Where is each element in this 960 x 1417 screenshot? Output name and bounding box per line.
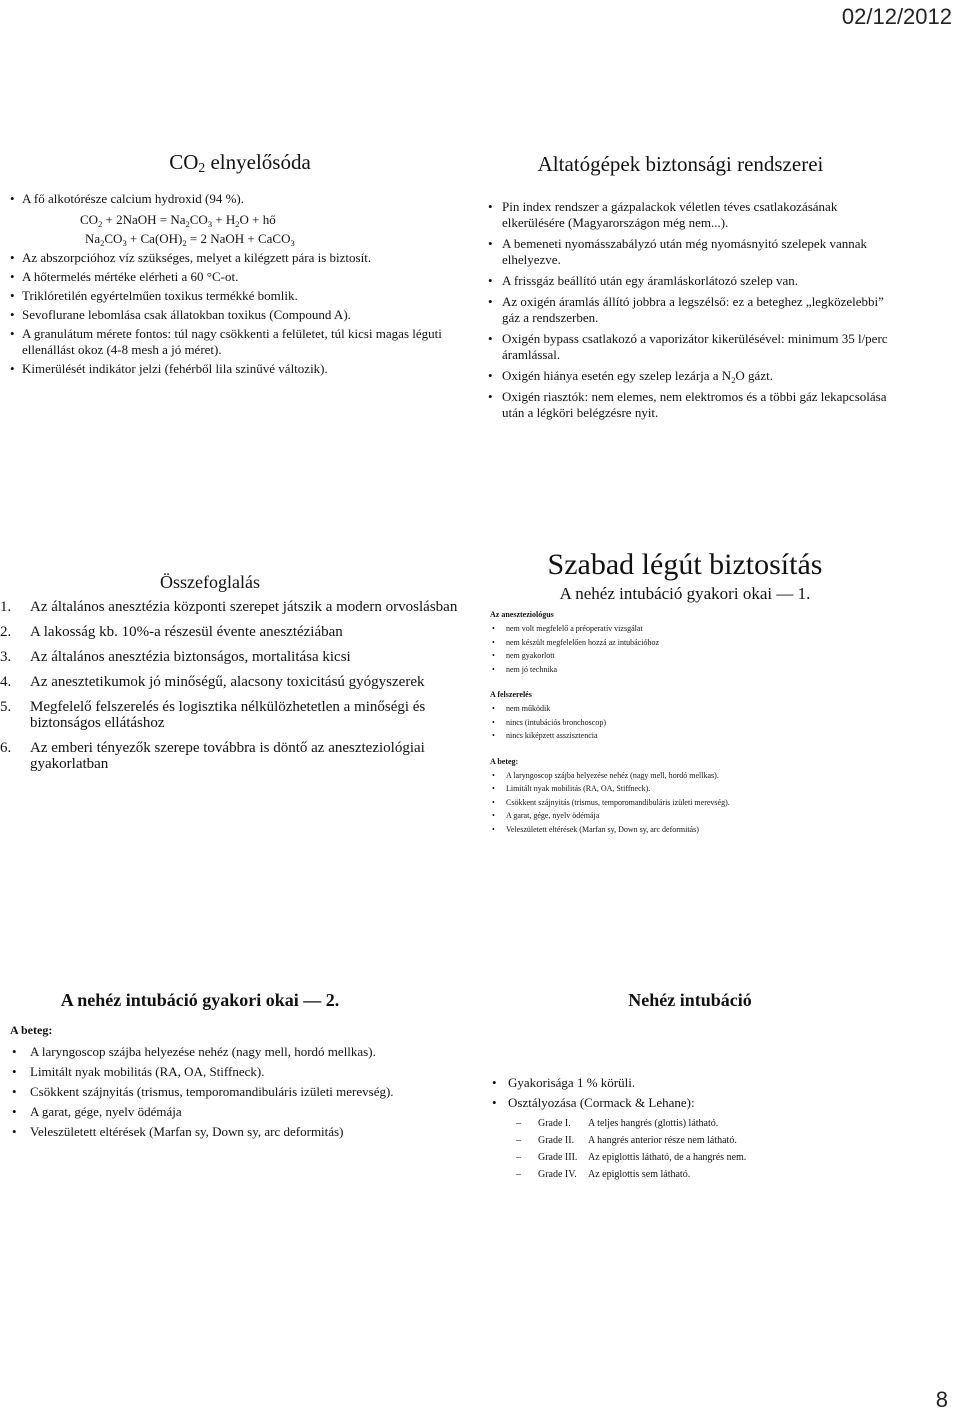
- list-item: • Oxigén riasztók: nem elemes, nem elektromos és a többi gáz lekapcsolása után a légköri belégzésre nyit.: [488, 389, 888, 421]
- bullet-list: [488, 199, 888, 421]
- slide-title: Összefoglalás: [160, 572, 260, 592]
- list-item: • Limitált nyak mobilitás (RA, OA, Stiffneck).: [10, 1063, 480, 1080]
- slide-difficult-intubation: [490, 990, 890, 1187]
- list-item: • A laryngoscop szájba helyezése nehéz (nagy mell, hordó mellkas).: [490, 769, 880, 783]
- grade-item: – Grade II. A hangrés anterior része nem látható.: [508, 1132, 890, 1149]
- list-item: • Oxigén bypass csatlakozó a vaporizátor kikerülésével: minimum 35 l/perc áramlással.: [488, 331, 888, 363]
- grade-item: – Grade III. Az epiglottis látható, de a hangrés nem.: [508, 1149, 890, 1166]
- list-item: • Limitált nyak mobilitás (RA, OA, Stiffneck).: [490, 782, 880, 796]
- list-item: • nem készült megfelelően hozzá az intubációhoz: [490, 636, 880, 650]
- slide-title: [10, 150, 470, 175]
- group-label: Az aneszteziológus: [490, 610, 554, 619]
- list-item: • nem gyakorlott: [490, 649, 880, 663]
- group-label: A felszerelés: [490, 690, 532, 699]
- slide-title: A nehéz intubáció gyakori okai — 2.: [60, 990, 340, 1010]
- bullet-list: [490, 1075, 890, 1183]
- list-item: 6. Az emberi tényezők szerepe továbbra is döntő az aneszteziológiai gyakorlatban: [0, 740, 425, 772]
- slide-airway: [490, 548, 880, 836]
- list-item: • Veleszületett eltérések (Marfan sy, Down sy, arc deformitás): [490, 823, 880, 837]
- bullet-list: [10, 250, 470, 377]
- group-label: A beteg:: [490, 756, 519, 766]
- list-item: 3. Az általános anesztézia biztonságos, mortalitása kicsi: [0, 649, 351, 665]
- bullet-list: [10, 191, 470, 207]
- slide-difficult-intubation-2: [10, 990, 480, 1143]
- page-date: 02/12/2012: [841, 4, 952, 29]
- slide-co2-absorber: [10, 150, 470, 380]
- list-item: • Sevoflurane lebomlása csak állatokban toxikus (Compound A).: [10, 307, 470, 323]
- list-item: • A bemeneti nyomásszabályzó után még nyomásnyitó szelepek vannak elhelyezve.: [488, 236, 888, 268]
- list-item: • A granulátum mérete fontos: túl nagy csökkenti a felületet, túl kicsi magas léguti ellenállást okoz (4-8 mesh a jó méret).: [10, 326, 470, 358]
- group-label: A beteg:: [10, 1023, 53, 1037]
- title-co: CO: [169, 150, 199, 174]
- slide-title: Nehéz intubáció: [628, 990, 752, 1010]
- list-item: • A frissgáz beállító után egy áramláskorlátozó szelep van.: [488, 273, 888, 289]
- slide-title: Szabad légút biztosítás: [547, 548, 823, 581]
- equation-1: $CO_2$ + 2NaOH = $Na_2CO_3 + H_2O$ + hő: [80, 212, 276, 229]
- list-item: • Az abszorpcióhoz víz szükséges, melyet a kilégzett pára is biztosít.: [10, 250, 470, 266]
- list-item: • nem volt megfelelő a préoperatív vizsgálat: [490, 622, 880, 636]
- grade-list: [508, 1115, 890, 1183]
- list-item: • Pin index rendszer a gázpalackok véletlen téves csatlakozásának elkerülésére (Magyarországon még nem...).: [488, 199, 888, 231]
- list-item: 1. Az általános anesztézia központi szerepet játszik a modern orvoslásban: [0, 599, 458, 615]
- list-item: • Az oxigén áramlás állító jobbra a legszélső: ez a beteghez „legközelebbi” gáz a rendszerben.: [488, 294, 888, 326]
- bullet-list: [490, 622, 880, 676]
- title-rest: elnyelősóda: [205, 150, 311, 174]
- list-item: • Csökkent szájnyitás (trismus, temporomandibuláris izületi merevség).: [10, 1083, 480, 1100]
- slide-subtitle: A nehéz intubáció gyakori okai — 1.: [559, 584, 811, 603]
- list-item: • A fő alkotórésze calcium hydroxid (94 %).: [10, 191, 470, 207]
- list-item: • A garat, gége, nyelv ödémája: [10, 1103, 480, 1120]
- list-item: • nincs kiképzett asszisztencia: [490, 729, 880, 743]
- grade-item: – Grade I. A teljes hangrés (glottis) látható.: [508, 1115, 890, 1132]
- list-item: • Kimerülését indikátor jelzi (fehérből lila szinűvé változik).: [10, 361, 470, 377]
- list-item: • nem jó technika: [490, 663, 880, 677]
- list-item: • A laryngoscop szájba helyezése nehéz (nagy mell, hordó mellkas).: [10, 1043, 480, 1060]
- list-item: • Csökkent szájnyitás (trismus, temporomandibuláris izületi merevség).: [490, 796, 880, 810]
- slide-summary: [0, 572, 470, 781]
- list-item: • Osztályozása (Cormack & Lehane): – Grade I. A teljes hangrés (glottis) látható. – Grade II. A hangrés anterior része nem látható. – Grade III. Az epiglottis látható, de a hangrés nem. – Grade IV. Az epiglottis sem látható.: [490, 1095, 890, 1183]
- list-item: • Triklóretilén egyértelműen toxikus termékké bomlik.: [10, 288, 470, 304]
- list-item: • nincs (intubációs bronchoscop): [490, 716, 880, 730]
- list-item: • A garat, gége, nyelv ödémája: [490, 809, 880, 823]
- page-number: 8: [935, 1387, 948, 1412]
- list-item: • Veleszületett eltérések (Marfan sy, Down sy, arc deformitás): [10, 1123, 480, 1140]
- slide-anesthesia-safety: [488, 152, 888, 426]
- grade-item: – Grade IV. Az epiglottis sem látható.: [508, 1166, 890, 1183]
- list-item: • A hőtermelés mértéke elérheti a 60 °C-ot.: [10, 269, 470, 285]
- numbered-list: [0, 599, 470, 772]
- equation-2: $Na_2CO_3 + Ca(OH)_2 = 2$ NaOH + CaCO$_3$: [85, 231, 295, 248]
- list-item: • Gyakorisága 1 % körüli.: [490, 1075, 890, 1091]
- bullet-list: [490, 769, 880, 837]
- list-item: 5. Megfelelő felszerelés és logisztika nélkülözhetetlen a minőségi és biztonságos ellátáshoz: [0, 699, 426, 731]
- title-subscript: 2: [198, 160, 206, 175]
- bullet-list: [490, 702, 880, 743]
- list-item: 4. Az anesztetikumok jó minőségű, alacsony toxicitású gyógyszerek: [0, 674, 425, 690]
- list-item: • nem működik: [490, 702, 880, 716]
- list-item: 2. A lakosság kb. 10%-a részesül évente anesztéziában: [0, 624, 343, 640]
- bullet-list: [10, 1043, 480, 1140]
- list-item: • Oxigén hiánya esetén egy szelep lezárja a $N_2O$ gázt.: [488, 368, 888, 384]
- slide-title: Altatógépek biztonsági rendszerei: [537, 152, 824, 176]
